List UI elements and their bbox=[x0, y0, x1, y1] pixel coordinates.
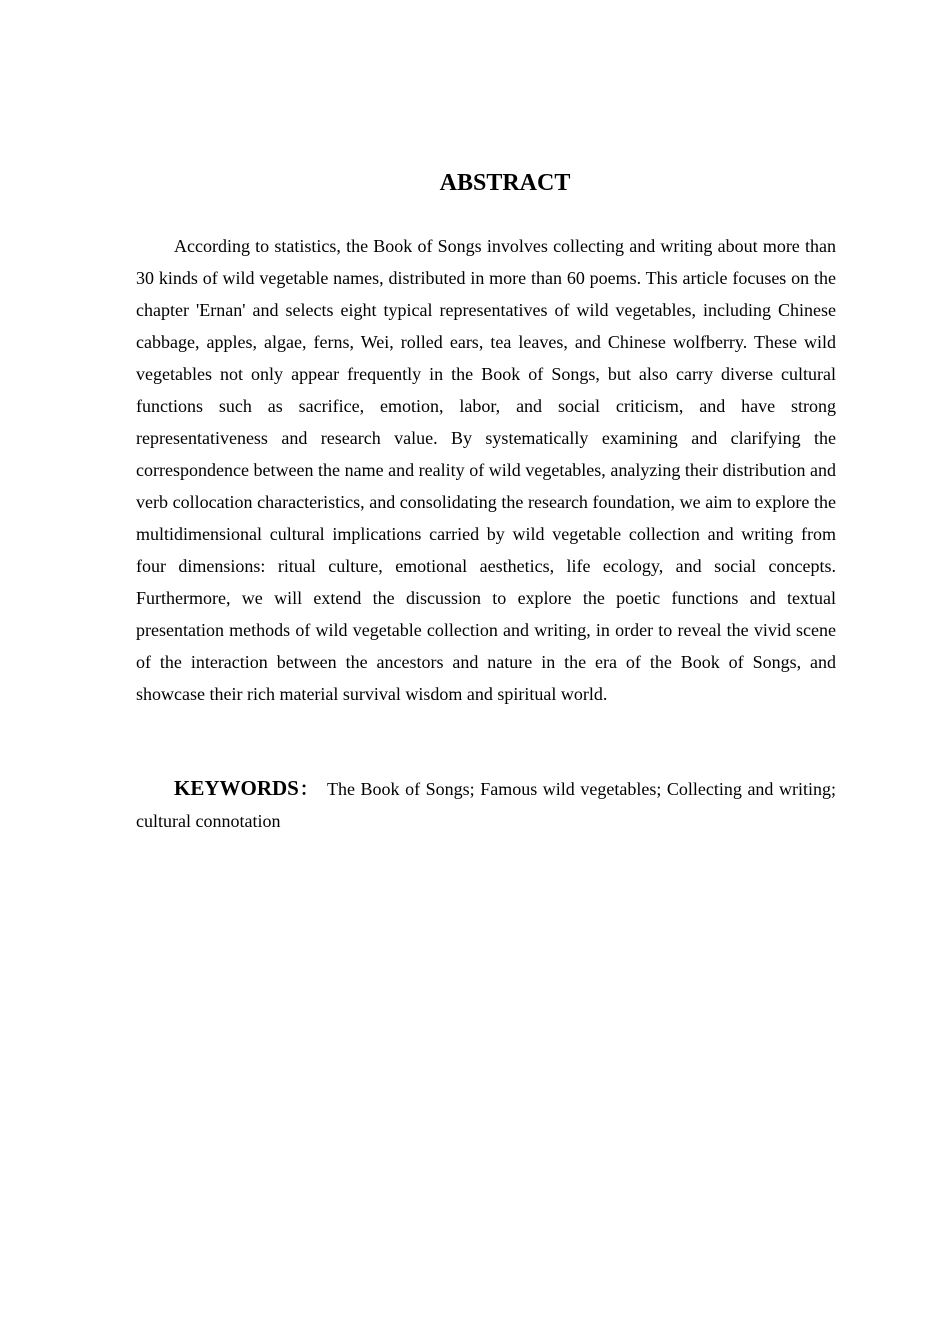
abstract-paragraph: According to statistics, the Book of Songs involves collecting and writing about more than 30 kinds of wild vegetable names, distributed in more than 60 poems. This article focuses on the chapter 'Ernan' and selects eight typical representatives of wild vegetables, including Chinese cabbage, apples, algae, ferns, Wei, rolled ears, tea leaves, and Chinese wolfberry. These wild vegetables not only appear frequently in the Book of Songs, but also carry diverse cultural functions such as sacrifice, emotion, labor, and social criticism, and have strong representativeness and research value. By systematically examining and clarifying the correspondence between the name and reality of wild vegetables, analyzing their distribution and verb collocation characteristics, and consolidating the research foundation, we aim to explore the multidimensional cultural implications carried by wild vegetable collection and writing from four dimensions: ritual culture, emotional aesthetics, life ecology, and social concepts. Furthermore, we will extend the discussion to explore the poetic functions and textual presentation methods of wild vegetable collection and writing, in order to reveal the vivid scene of the interaction between the ancestors and nature in the era of the Book of Songs, and showcase their rich material survival wisdom and spiritual world. bbox=[136, 236, 836, 704]
keywords-label: KEYWORDS bbox=[174, 776, 299, 800]
abstract-title: ABSTRACT bbox=[439, 170, 571, 196]
keywords-paragraph bbox=[136, 772, 836, 837]
keywords-text: The Book of Songs; Famous wild vegetables; Collecting and writing; cultural connotation bbox=[136, 779, 836, 831]
keywords-colon: ： bbox=[298, 779, 319, 799]
